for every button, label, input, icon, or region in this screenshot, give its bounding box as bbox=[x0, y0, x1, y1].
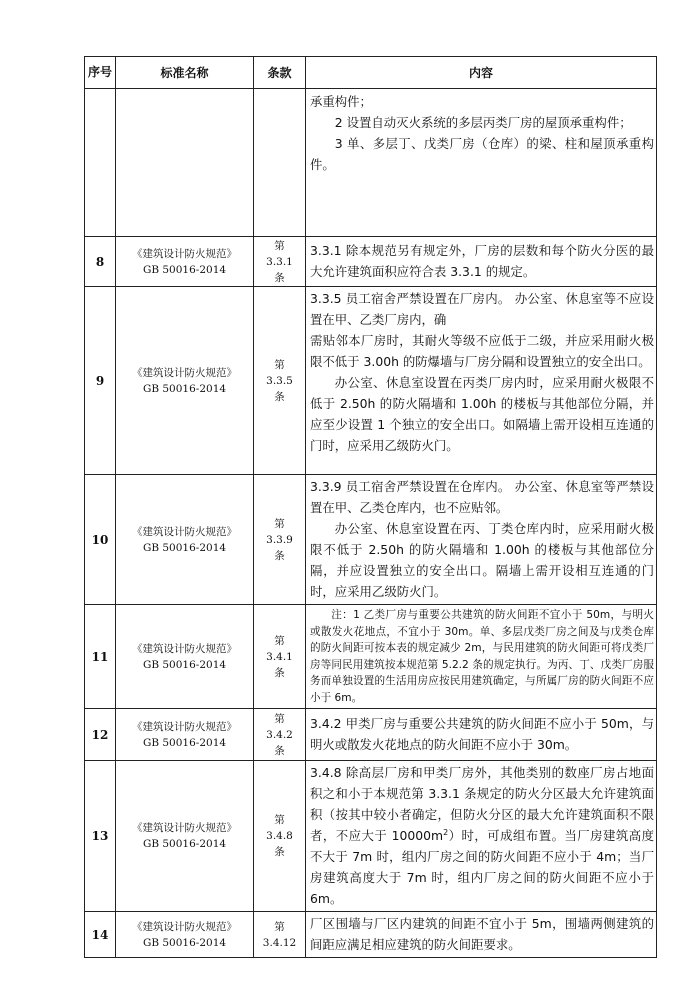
header-no: 序号 bbox=[85, 57, 116, 89]
clause: 第 3.3.9 条 bbox=[254, 475, 306, 605]
clause: 第 3.4.2 条 bbox=[254, 709, 306, 761]
standard-name: 《建筑设计防火规范》 GB 50016-2014 bbox=[116, 475, 254, 605]
header-clause: 条款 bbox=[254, 57, 306, 89]
row-number: 14 bbox=[85, 912, 116, 958]
row-number: 10 bbox=[85, 475, 116, 605]
header-row bbox=[85, 57, 657, 89]
row-number: 12 bbox=[85, 709, 116, 761]
row-content: 3.3.5 员工宿舍严禁设置在厂房内。 办公室、休息室等不应设置在甲、乙类厂房内，确 需贴邻本厂房时，其耐火等级不应低于二级，并应采用耐火极限不低于 3.00h 的防爆墙与厂房分隔和设置独立的安全出口。 办公室、休息室设置在丙类厂房内时，应采用耐火极限不低于 2.50h 的防火隔墙和 1.00h 的楼板与其他部位分隔，并应至少设置 1 个独立的安全出口。如隔墙上需开设相互连通的门时，应采用乙级防火门。 bbox=[306, 287, 657, 475]
standard-name: 《建筑设计防火规范》 GB 50016-2014 bbox=[116, 761, 254, 912]
standard-name: 《建筑设计防火规范》 GB 50016-2014 bbox=[116, 605, 254, 709]
standard-name: 《建筑设计防火规范》 GB 50016-2014 bbox=[116, 237, 254, 287]
row-number: 9 bbox=[85, 287, 116, 475]
row-content: 3.4.2 甲类厂房与重要公共建筑的防火间距不应小于 50m，与明火或散发火花地点的防火间距不应小于 30m。 bbox=[306, 709, 657, 761]
clause: 第 3.3.5 条 bbox=[254, 287, 306, 475]
standards-table bbox=[84, 56, 657, 958]
row-number: 11 bbox=[85, 605, 116, 709]
table-row bbox=[85, 287, 657, 475]
header-standard: 标准名称 bbox=[116, 57, 254, 89]
table-row bbox=[85, 89, 657, 237]
table-row bbox=[85, 709, 657, 761]
row-content: 3.3.1 除本规范另有规定外，厂房的层数和每个防火分医的最大允许建筑面积应符合表 3.3.1 的规定。 bbox=[306, 237, 657, 287]
standard-name: 《建筑设计防火规范》 GB 50016-2014 bbox=[116, 709, 254, 761]
row-number: 8 bbox=[85, 237, 116, 287]
row-content: 厂区围墙与厂区内建筑的间距不宜小于 5m，围墙两侧建筑的间距应满足相应建筑的防火间距要求。 bbox=[306, 912, 657, 958]
row-content: 注：1 乙类厂房与重要公共建筑的防火间距不宜小于 50m，与明火或散发火花地点，不宜小于 30m。单、多层戊类厂房之间及与戊类仓库的防火间距可按本表的规定减少 2m，与民用建筑的防火间距可将戊类厂房等同民用建筑按本规范第 5.2.2 条的规定执行。为丙、丁、戊类厂房服务而单独设置的生活用房应按民用建筑确定，与所属厂房的防火间距不应小于 6m。 bbox=[306, 605, 657, 709]
clause: 第 3.4.8 条 bbox=[254, 761, 306, 912]
clause: 第 3.4.12 bbox=[254, 912, 306, 958]
table-row bbox=[85, 237, 657, 287]
standard-name: 《建筑设计防火规范》 GB 50016-2014 bbox=[116, 287, 254, 475]
row-content: 3.3.9 员工宿舍严禁设置在仓库内。 办公室、休息室等严禁设置在甲、乙类仓库内，也不应贴邻。 办公室、休息室设置在丙、丁类仓库内时，应采用耐火极限不低于 2.50h 的防火隔墙和 1.00h 的楼板与其他部位分隔，并应设置独立的安全出口。隔墙上需开设相互连通的门时，应采用乙级防火门。 bbox=[306, 475, 657, 605]
table-row bbox=[85, 912, 657, 958]
row-number: 13 bbox=[85, 761, 116, 912]
clause: 第 3.4.1 条 bbox=[254, 605, 306, 709]
table-row bbox=[85, 761, 657, 912]
clause: 第 3.3.1 条 bbox=[254, 237, 306, 287]
row-content: 3.4.8 除高层厂房和甲类厂房外，其他类别的数座厂房占地面积之和小于本规范第 3.3.1 条规定的防火分区最大允许建筑面积（按其中较小者确定，但防火分区的最大允许建筑面积不限者，不应大于 $10000m^2$）时，可成组布置。当厂房建筑高度不大于 7m 时，组内厂房之间的防火间距不应小于 4m；当厂房建筑高度大于 7m 时，组内厂房之间的防火间距不应小于 6m。 bbox=[306, 761, 657, 912]
row-content: 承重构件； 2 设置自动灭火系统的多层丙类厂房的屋顶承重构件； 3 单、多层丁、戊类厂房（仓库）的梁、柱和屋顶承重构件。 bbox=[306, 89, 657, 237]
header-content: 内容 bbox=[306, 57, 657, 89]
table-row bbox=[85, 475, 657, 605]
table-row bbox=[85, 605, 657, 709]
standard-name: 《建筑设计防火规范》 GB 50016-2014 bbox=[116, 912, 254, 958]
